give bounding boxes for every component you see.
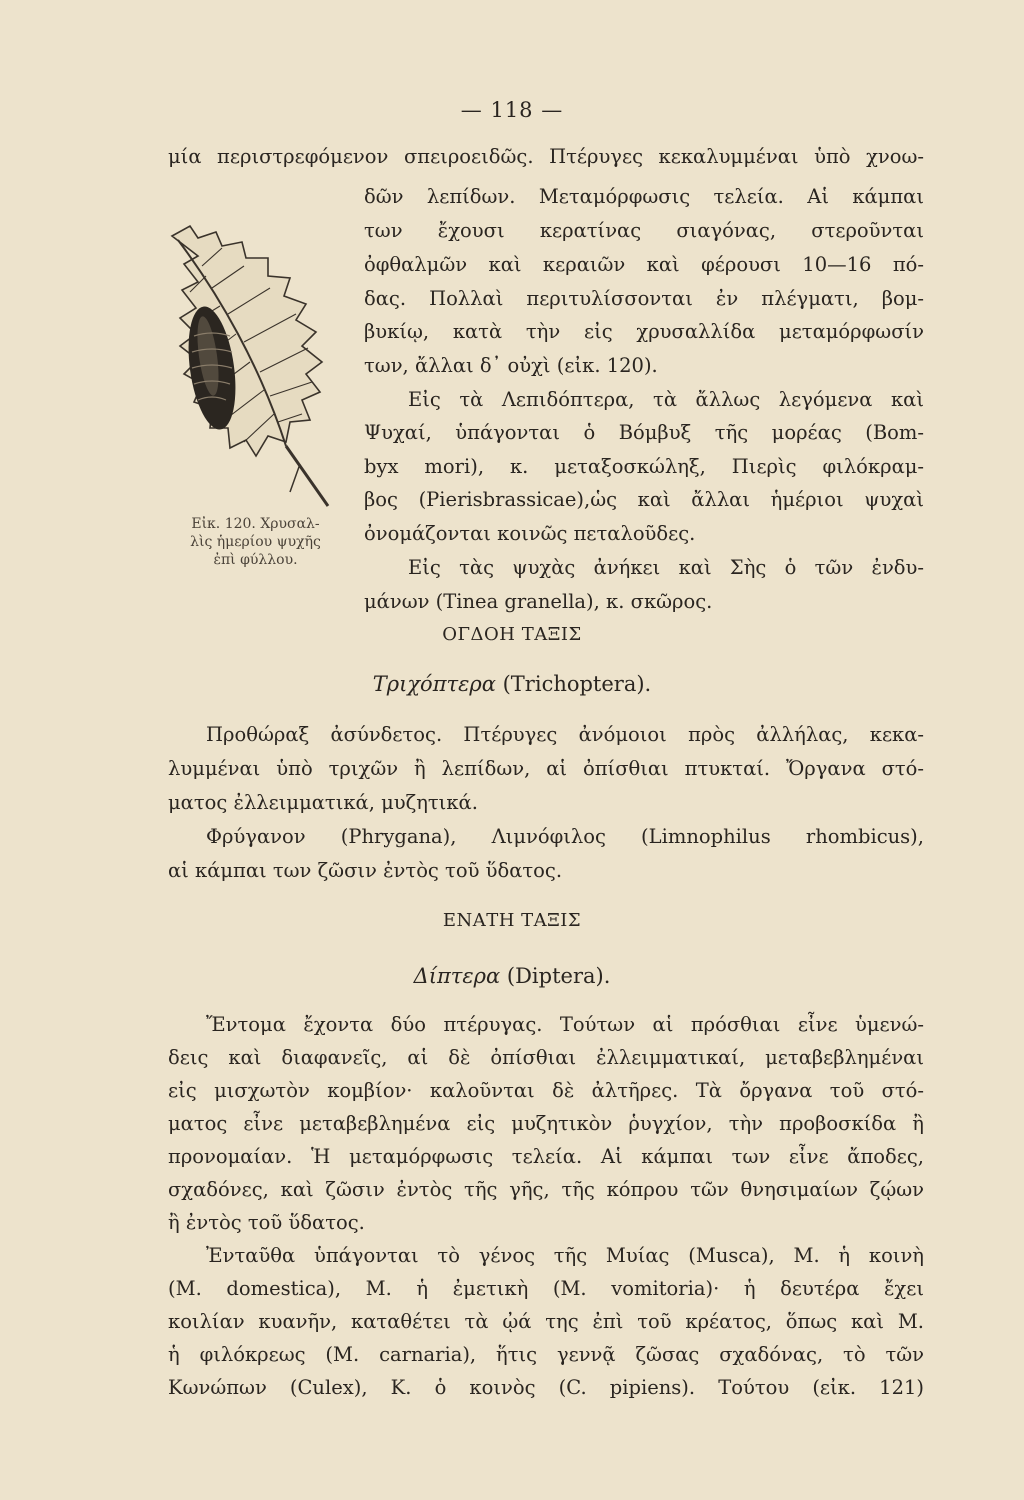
text-line: Ψυχαί, ὑπάγονται ὁ Βόμβυξ τῆς μορέας (Bom-: [364, 421, 924, 444]
section-title-latin: (Trichoptera).: [502, 672, 652, 696]
text-line: Εἰς τὰ Λεπιδόπτερα, τὰ ἄλλως λεγόμενα καὶ: [408, 388, 924, 411]
text-line: (M. domestica), Μ. ἡ ἐμετικὴ (M. vomitoria)· ἡ δευτέρα ἔχει: [168, 1277, 924, 1300]
text-line: Εἰς τὰς ψυχὰς ἀνήκει καὶ Σὴς ὁ τῶν ἐνδυ-: [408, 556, 924, 579]
text-line: σχαδόνες, καὶ ζῶσιν ἐντὸς τῆς γῆς, τῆς κόπρου τῶν θνησιμαίων ζῴων: [168, 1178, 924, 1201]
text-line: αἱ κάμπαι των ζῶσιν ἐντὸς τοῦ ὕδατος.: [168, 859, 563, 882]
text-line: Ἐνταῦθα ὑπάγονται τὸ γένος τῆς Μυίας (Musca), Μ. ἡ κοινὴ: [206, 1244, 924, 1267]
figure-caption-line: Εἰκ. 120. Χρυσαλ-: [191, 516, 320, 532]
text-line: ματος εἶνε μεταβεβλημένα εἰς μυζητικὸν ῥυγχίον, τὴν προβοσκίδα ἢ: [168, 1112, 924, 1135]
text-line: Ἔντομα ἔχοντα δύο πτέρυγας. Τούτων αἱ πρόσθιαι εἶνε ὑμενώ-: [206, 1013, 924, 1036]
text-line: βος (Pierisbrassicae),ὡς καὶ ἄλλαι ἡμέριοι ψυχαὶ: [364, 488, 924, 511]
text-line: βυκίῳ, κατὰ τὴν εἰς χρυσαλλίδα μεταμόρφωσίν: [364, 320, 924, 343]
text-line: δας. Πολλαὶ περιτυλίσσονται ἐν πλέγματι, βομ-: [364, 287, 924, 310]
text-line: λυμμέναι ὑπὸ τριχῶν ἢ λεπίδων, αἱ ὀπίσθιαι πτυκταί. Ὄργανα στό-: [168, 757, 924, 780]
section-heading: ΟΓΔΟΗ ΤΑΞΙΣ: [442, 624, 582, 645]
section-title: [0, 672, 1024, 696]
text-line: byx mori), κ. μεταξοσκώληξ, Πιερὶς φιλόκραμ-: [364, 455, 924, 478]
text-line: ἢ ἐντὸς τοῦ ὕδατος.: [168, 1211, 365, 1234]
page-number: — 118 —: [460, 98, 564, 122]
section-title-greek: Τριχόπτερα: [372, 672, 496, 696]
text-line: μία περιστρεφόμενον σπειροειδῶς. Πτέρυγες κεκαλυμμέναι ὑπὸ χνοω-: [168, 145, 924, 168]
text-line: εἰς μισχωτὸν κομβίον· καλοῦνται δὲ ἀλτῆρες. Τὰ ὄργανα τοῦ στό-: [168, 1079, 924, 1102]
text-line: των ἔχουσι κερατίνας σιαγόνας, στεροῦνται: [364, 219, 924, 242]
section-heading: ΕΝΑΤΗ ΤΑΞΙΣ: [442, 910, 582, 931]
figure-caption-line: ἐπὶ φύλλου.: [213, 552, 298, 568]
text-line: δῶν λεπίδων. Μεταμόρφωσις τελεία. Αἱ κάμπαι: [364, 185, 924, 208]
text-line: ὀνομάζονται κοινῶς πεταλοῦδες.: [364, 522, 696, 545]
text-line: Φρύγανον (Phrygana), Λιμνόφιλος (Limnophilus rhombicus),: [206, 825, 924, 848]
figure-caption-line: λὶς ἡμερίου ψυχῆς: [190, 534, 321, 550]
text-line: προνομαίαν. Ἡ μεταμόρφωσις τελεία. Αἱ κάμπαι των εἶνε ἄποδες,: [168, 1145, 924, 1168]
text-line: των, ἄλλαι δ᾽ οὐχὶ (εἰκ. 120).: [364, 354, 658, 377]
text-line: Κωνώπων (Culex), Κ. ὁ κοινὸς (C. pipiens). Τούτου (εἰκ. 121): [168, 1376, 924, 1399]
text-line: κοιλίαν κυανῆν, καταθέτει τὰ ᾠά της ἐπὶ τοῦ κρέατος, ὅπως καὶ Μ.: [168, 1310, 924, 1333]
chrysalis-on-leaf-illustration: [150, 196, 350, 516]
text-line: μάνων (Tinea granella), κ. σκῶρος.: [364, 590, 713, 613]
text-line: ματος ἐλλειμματικά, μυζητικά.: [168, 791, 478, 814]
section-title: [0, 964, 1024, 988]
text-line: δεις καὶ διαφανεῖς, αἱ δὲ ὀπίσθιαι ἐλλειμματικαί, μεταβεβλημέναι: [168, 1046, 924, 1069]
text-line: ὀφθαλμῶν καὶ κεραιῶν καὶ φέρουσι 10—16 πό-: [364, 253, 924, 276]
section-title-latin: (Diptera).: [506, 964, 611, 988]
text-line: Προθώραξ ἀσύνδετος. Πτέρυγες ἀνόμοιοι πρὸς ἀλλήλας, κεκα-: [206, 723, 924, 746]
section-title-greek: Δίπτερα: [413, 964, 501, 988]
text-line: ἡ φιλόκρεως (M. carnaria), ἥτις γεννᾷ ζῶσας σχαδόνας, τὸ τῶν: [168, 1343, 924, 1366]
